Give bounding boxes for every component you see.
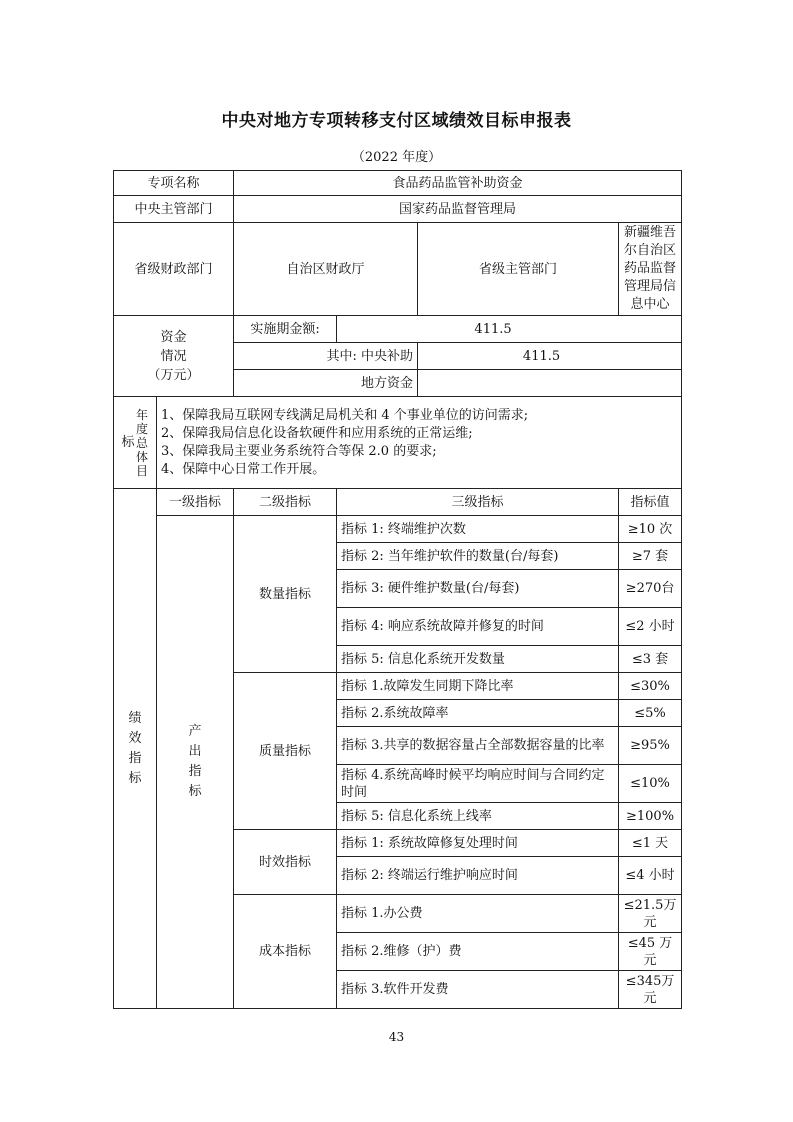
project-value: 食品药品监管补助资金 [234, 171, 682, 196]
indicator-value: ≥10 次 [619, 516, 682, 543]
indicator-value: ≥100% [619, 803, 682, 830]
funds-label-line2: 情况 [160, 348, 187, 364]
indicator-name: 指标 2: 当年维护软件的数量(台/每套) [337, 543, 619, 570]
funds-local-label: 地方资金 [234, 370, 418, 397]
indicator-value: ≤345万元 [619, 971, 682, 1009]
funds-label-line3: （万元） [147, 367, 200, 383]
indicators-section-label: 绩效指标 [128, 710, 142, 786]
goals-label-b: 年度总体目 [135, 407, 148, 478]
indicator-value: ≤10% [619, 765, 682, 803]
central-dept-label: 中央主管部门 [114, 196, 234, 223]
group-name: 数量指标 [234, 516, 337, 673]
indicator-name: 指标 3: 硬件维护数量(台/每套) [337, 570, 619, 608]
funds-central-label: 其中: 中央补助 [234, 343, 418, 370]
goals-label-a: 标 [121, 435, 135, 450]
indicator-header-row [114, 489, 682, 516]
provincial-row [114, 223, 682, 316]
performance-table [113, 170, 682, 1009]
funds-central-value: 411.5 [418, 343, 682, 370]
level2-header: 二级指标 [234, 489, 337, 516]
indicator-value: ≥95% [619, 727, 682, 765]
indicator-name: 指标 2.维修（护）费 [337, 933, 619, 971]
indicator-name: 指标 3.共享的数据容量占全部数据容量的比率 [337, 727, 619, 765]
goals-row [114, 397, 682, 489]
indicator-value: ≤2 小时 [619, 608, 682, 646]
indicator-name: 指标 3.软件开发费 [337, 971, 619, 1009]
project-row [114, 171, 682, 196]
indicator-name: 指标 2.系统故障率 [337, 700, 619, 727]
funds-amount-label: 实施期金额: [234, 316, 337, 343]
indicator-value: ≤3 套 [619, 646, 682, 673]
provincial-dept-label: 省级主管部门 [418, 223, 619, 316]
level3-header: 三级指标 [337, 489, 619, 516]
indicators-section-cell [114, 489, 157, 1009]
funds-label-line1: 资金 [160, 329, 187, 345]
goal-item: 4、保障中心日常工作开展。 [161, 461, 326, 477]
indicator-name: 指标 2: 终端运行维护响应时间 [337, 857, 619, 895]
provincial-dept-value: 新疆维吾尔自治区药品监督管理局信息中心 [619, 223, 682, 316]
central-dept-row [114, 196, 682, 223]
indicator-name: 指标 1.办公费 [337, 895, 619, 933]
indicator-value: ≥270台 [619, 570, 682, 608]
indicator-value: ≤30% [619, 673, 682, 700]
goals-content [157, 397, 682, 489]
indicator-name: 指标 5: 信息化系统开发数量 [337, 646, 619, 673]
level1-name: 产出指标 [188, 724, 202, 799]
provincial-finance-value: 自治区财政厅 [234, 223, 418, 316]
indicator-name: 指标 4.系统高峰时候平均响应时间与合同约定时间 [337, 765, 619, 803]
value-header: 指标值 [619, 489, 682, 516]
indicator-name: 指标 4: 响应系统故障并修复的时间 [337, 608, 619, 646]
indicator-value: ≤4 小时 [619, 857, 682, 895]
project-label: 专项名称 [114, 171, 234, 196]
indicator-value: ≤45 万元 [619, 933, 682, 971]
indicator-name: 指标 1: 系统故障修复处理时间 [337, 830, 619, 857]
group-name: 时效指标 [234, 830, 337, 895]
page-number: 43 [388, 1030, 405, 1044]
funds-label [114, 316, 234, 397]
indicator-value: ≤5% [619, 700, 682, 727]
form-title: 中央对地方专项转移支付区域绩效目标申报表 [221, 111, 572, 131]
level1-cell [157, 516, 234, 1009]
group-name: 质量指标 [234, 673, 337, 830]
level1-header: 一级指标 [157, 489, 234, 516]
indicator-name: 指标 1: 终端维护次数 [337, 516, 619, 543]
indicator-name: 指标 1.故障发生同期下降比率 [337, 673, 619, 700]
group-name: 成本指标 [234, 895, 337, 1009]
goal-item: 3、保障我局主要业务系统符合等保 2.0 的要求; [161, 443, 437, 459]
provincial-finance-label: 省级财政部门 [114, 223, 234, 316]
indicator-value: ≤21.5万元 [619, 895, 682, 933]
goal-item: 1、保障我局互联网专线满足局机关和 4 个事业单位的访问需求; [161, 407, 529, 423]
funds-amount-row [114, 316, 682, 343]
form-year: （2022 年度） [351, 150, 442, 165]
indicator-name: 指标 5: 信息化系统上线率 [337, 803, 619, 830]
indicator-row [114, 516, 682, 543]
central-dept-value: 国家药品监督管理局 [234, 196, 682, 223]
goals-label [114, 397, 157, 489]
indicator-value: ≥7 套 [619, 543, 682, 570]
indicator-value: ≤1 天 [619, 830, 682, 857]
funds-amount-value: 411.5 [337, 316, 682, 343]
goal-item: 2、保障我局信息化设备软硬件和应用系统的正常运维; [161, 425, 473, 441]
funds-local-value [418, 370, 682, 397]
